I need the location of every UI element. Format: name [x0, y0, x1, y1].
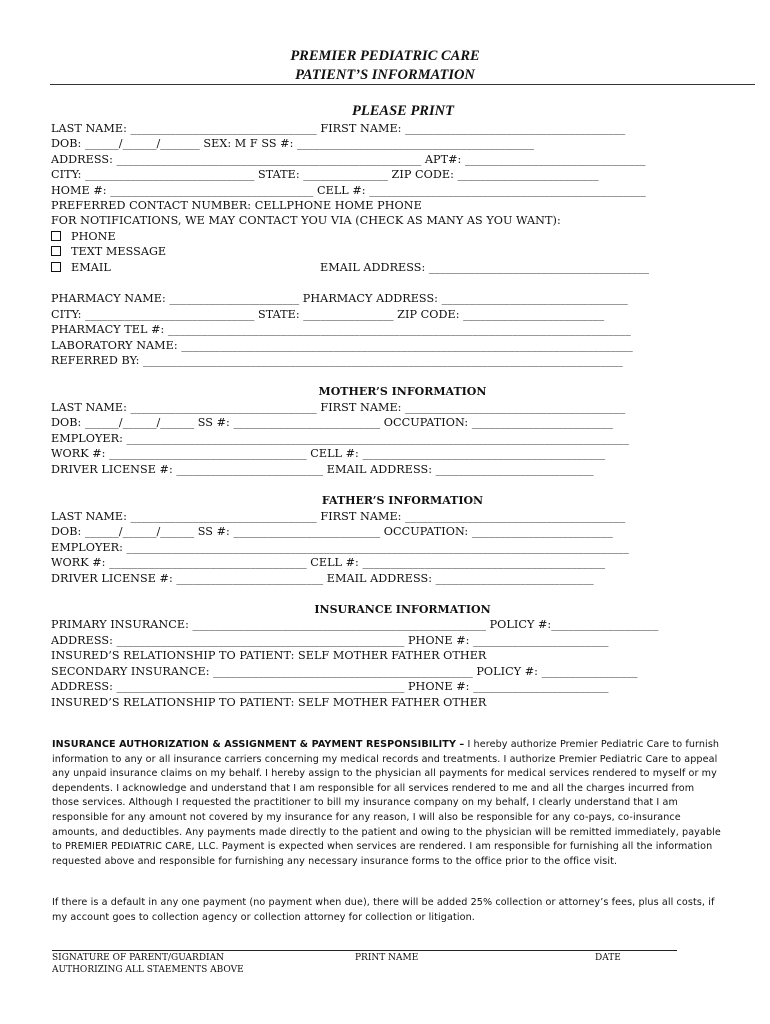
date-label: DATE — [595, 953, 621, 963]
patient-home-cell-field[interactable]: HOME #: ____________________________________ CELL #: _________________________________________________ — [51, 184, 646, 197]
primary-relationship-row[interactable]: INSURED’S RELATIONSHIP TO PATIENT: SELF MOTHER FATHER OTHER — [51, 649, 487, 662]
mother-employer-field[interactable]: EMPLOYER: _________________________________________________________________________________________ — [51, 432, 629, 445]
referred-by-field[interactable]: REFERRED BY: _____________________________________________________________________________________ — [51, 354, 623, 367]
please-print: PLEASE PRINT — [352, 103, 454, 119]
parent-signature-sublabel: AUTHORIZING ALL STAEMENTS ABOVE — [52, 965, 244, 975]
father-employer-field[interactable]: EMPLOYER: _________________________________________________________________________________________ — [51, 541, 629, 554]
parent-signature-label: SIGNATURE OF PARENT/GUARDIAN — [52, 953, 224, 963]
header-divider — [50, 84, 755, 85]
notify-email-option[interactable] — [51, 261, 111, 275]
pharmacy-city-state-zip-field[interactable]: CITY: ______________________________ STATE: ________________ ZIP CODE: _________________________ — [51, 308, 605, 321]
print-name-label: PRINT NAME — [355, 953, 419, 963]
patient-address-field[interactable]: ADDRESS: ______________________________________________________ APT#: ________________________________ — [51, 153, 646, 166]
secondary-relationship-row[interactable]: INSURED’S RELATIONSHIP TO PATIENT: SELF MOTHER FATHER OTHER — [51, 696, 487, 709]
notify-phone-option[interactable] — [51, 230, 116, 244]
clinic-name: PREMIER PEDIATRIC CARE — [290, 48, 480, 64]
authorization-body: I hereby authorize Premier Pediatric Care to furnish information to any or all insurance carriers concerning my medical records and treatments. I authorize Premier Pediatric Care to appeal any unpaid insurance claims on my behalf. I hereby assign to the physician all payments for medical services rendered to myself or my dependents. I acknowledge and understand that I am responsible for all services rendered to me and all the charges incurred from those services. Although I requested the practitioner to bill my insurance company on my behalf, I clearly understand that I am responsible for any amount not covered by my insurance for any reason, I will also be responsible for any co-pays, co-insurance amounts, and deductibles. Any payments made directly to the patient and owing to the physician will be remitted immediately, payable to PREMIER PEDIATRIC CARE, LLC. Payment is expected when services are rendered. I am responsible for furnishing all the information requested above and responsible for furnishing any necessary insurance forms to the office prior to the office visit. — [52, 739, 721, 867]
checkbox-icon[interactable] — [51, 262, 61, 272]
primary-insurance-field[interactable]: PRIMARY INSURANCE: ____________________________________________________ POLICY #:___________________ — [51, 618, 659, 631]
father-name-field[interactable]: LAST NAME: _________________________________ FIRST NAME: _______________________________________ — [51, 510, 626, 523]
notify-text-label: TEXT MESSAGE — [71, 245, 167, 258]
form-title: PATIENT’S INFORMATION — [295, 67, 475, 83]
checkbox-icon[interactable] — [51, 231, 61, 241]
patient-dob-sex-ss-field[interactable]: DOB: ______/______/_______ SEX: M F SS #: __________________________________________ — [51, 137, 535, 150]
primary-insurance-address-field[interactable]: ADDRESS: ___________________________________________________ PHONE #: ________________________ — [51, 634, 609, 647]
insurance-section-heading: INSURANCE INFORMATION — [314, 603, 491, 616]
notify-text-option[interactable] — [51, 245, 166, 259]
default-payment-paragraph: If there is a default in any one payment (no payment when due), there will be added 25% collection or attorney’s fees, plus all costs, if my account goes to collection agency or collection attorney for collection or litigation. — [52, 897, 715, 923]
laboratory-name-field[interactable]: LABORATORY NAME: ________________________________________________________________________________ — [51, 339, 633, 352]
pharmacy-tel-field[interactable]: PHARMACY TEL #: __________________________________________________________________________________ — [51, 323, 631, 336]
mother-section-heading: MOTHER’S INFORMATION — [318, 385, 487, 398]
authorization-paragraph — [52, 738, 724, 869]
notification-instructions: FOR NOTIFICATIONS, WE MAY CONTACT YOU VIA (CHECK AS MANY AS YOU WANT): — [51, 214, 561, 227]
father-section-heading: FATHER’S INFORMATION — [321, 494, 484, 507]
secondary-insurance-address-field[interactable]: ADDRESS: ___________________________________________________ PHONE #: ________________________ — [51, 680, 609, 693]
notify-email-label: EMAIL — [71, 261, 111, 274]
patient-name-field[interactable]: LAST NAME: _________________________________ FIRST NAME: _______________________________________ — [51, 122, 626, 135]
authorization-heading: INSURANCE AUTHORIZATION & ASSIGNMENT & PAYMENT RESPONSIBILITY – — [52, 739, 465, 750]
checkbox-icon[interactable] — [51, 246, 61, 256]
preferred-contact-row[interactable]: PREFERRED CONTACT NUMBER: CELLPHONE HOME PHONE — [51, 199, 422, 212]
father-license-email-field[interactable]: DRIVER LICENSE #: __________________________ EMAIL ADDRESS: ____________________________ — [51, 572, 594, 585]
secondary-insurance-field[interactable]: SECONDARY INSURANCE: ______________________________________________ POLICY #: _________________ — [51, 665, 638, 678]
mother-license-email-field[interactable]: DRIVER LICENSE #: __________________________ EMAIL ADDRESS: ____________________________ — [51, 463, 594, 476]
pharmacy-name-field[interactable]: PHARMACY NAME: _______________________ PHARMACY ADDRESS: _________________________________ — [51, 292, 628, 305]
signature-line[interactable] — [52, 950, 677, 951]
patient-city-state-zip-field[interactable]: CITY: ______________________________ STATE: _______________ ZIP CODE: _________________________ — [51, 168, 599, 181]
father-work-cell-field[interactable]: WORK #: ___________________________________ CELL #: ___________________________________________ — [51, 556, 606, 569]
notify-phone-label: PHONE — [71, 230, 116, 243]
mother-work-cell-field[interactable]: WORK #: ___________________________________ CELL #: ___________________________________________ — [51, 447, 606, 460]
email-address-field[interactable]: EMAIL ADDRESS: _______________________________________ — [320, 261, 650, 274]
mother-dob-ss-occupation-field[interactable]: DOB: ______/______/______ SS #: __________________________ OCCUPATION: _________________________ — [51, 416, 613, 429]
father-dob-ss-occupation-field[interactable]: DOB: ______/______/______ SS #: __________________________ OCCUPATION: _________________________ — [51, 525, 613, 538]
mother-name-field[interactable]: LAST NAME: _________________________________ FIRST NAME: _______________________________________ — [51, 401, 626, 414]
